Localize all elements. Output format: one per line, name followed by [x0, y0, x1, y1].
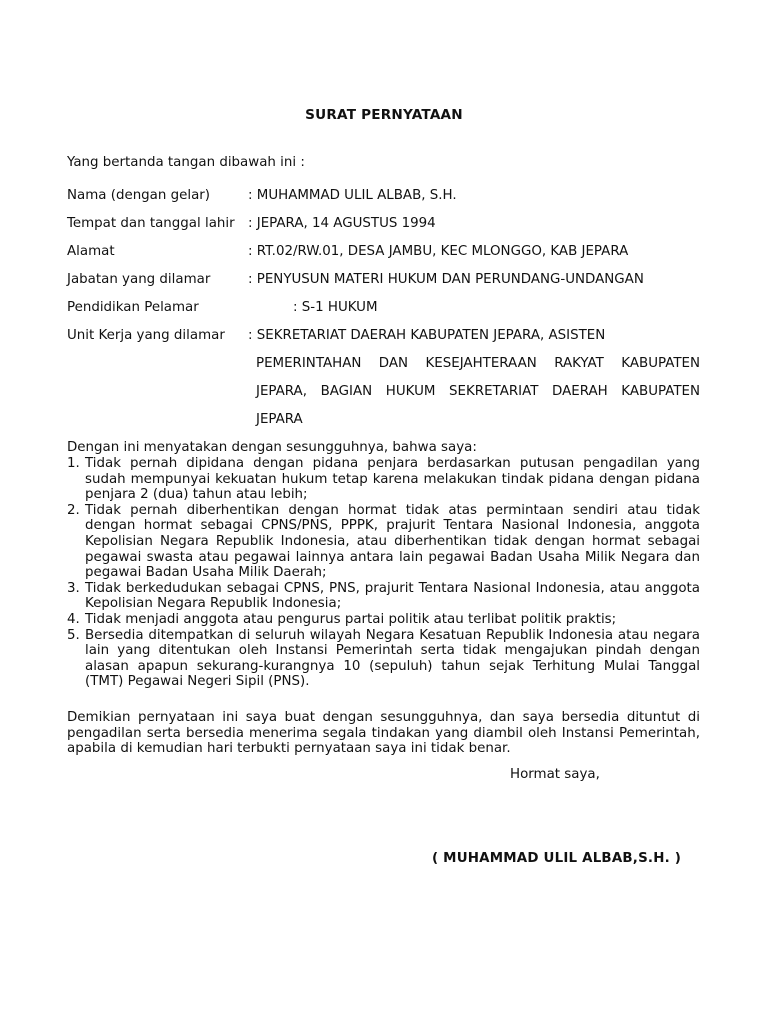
regards-text: Hormat saya, — [510, 767, 600, 782]
list-item — [67, 628, 700, 690]
field-value-pendidikan: : S-1 HUKUM — [293, 300, 378, 315]
closing-paragraph: Demikian pernyataan ini saya buat dengan sesungguhnya, dan saya bersedia dituntut di pengadilan serta bersedia menerima segala tindakan yang diambil oleh Instansi Pemerintah, apabila di kemudian hari terbukti pernyataan saya ini tidak benar. — [67, 710, 700, 757]
list-item-number: 1. — [67, 456, 80, 471]
intro-text: Yang bertanda tangan dibawah ini : — [67, 155, 305, 170]
field-value-nama: : MUHAMMAD ULIL ALBAB, S.H. — [248, 188, 457, 203]
field-value-unit: : SEKRETARIAT DAERAH KABUPATEN JEPARA, ASISTEN — [248, 328, 606, 343]
list-item-number: 2. — [67, 502, 80, 518]
field-value-ttl: : JEPARA, 14 AGUSTUS 1994 — [248, 216, 436, 231]
list-item-number: 4. — [67, 611, 80, 627]
field-value-alamat: : RT.02/RW.01, DESA JAMBU, KEC MLONGGO, KAB JEPARA — [248, 244, 629, 259]
list-item-text: Tidak pernah dipidana dengan pidana penjara berdasarkan putusan pengadilan yang sudah mempunyai kekuatan hukum tetap karena melakukan tindak pidana dengan pidana penjara 2 (dua) tahun atau lebih; — [85, 456, 700, 503]
field-label-jabatan: Jabatan yang dilamar — [67, 272, 211, 287]
list-item-text: Bersedia ditempatkan di seluruh wilayah Negara Kesatuan Republik Indonesia atau negara lain yang ditentukan oleh Instansi Pemerintah serta tidak mengajukan pindah dengan alasan apapun sekurang-kurangnya 10 (sepuluh) tahun sejak Terhitung Mulai Tanggal (TMT) Pegawai Negeri Sipil (PNS). — [85, 627, 700, 690]
list-item-text: Tidak menjadi anggota atau pengurus partai politik atau terlibat politik praktis; — [85, 611, 617, 627]
list-item-number: 3. — [67, 580, 80, 596]
list-item-number: 5. — [67, 627, 80, 643]
unit-continuation-line: JEPARA, BAGIAN HUKUM SEKRETARIAT DAERAH KABUPATEN — [256, 384, 700, 399]
list-item — [67, 503, 700, 581]
list-item — [67, 581, 700, 612]
field-label-pendidikan: Pendidikan Pelamar — [67, 300, 199, 315]
signer-name: ( MUHAMMAD ULIL ALBAB,S.H. ) — [432, 851, 682, 866]
field-label-ttl: Tempat dan tanggal lahir — [67, 216, 235, 231]
field-label-nama: Nama (dengan gelar) — [67, 188, 211, 203]
list-item — [67, 612, 700, 628]
list-item-text: Tidak pernah diberhentikan dengan hormat tidak atas permintaan sendiri atau tidak dengan hormat sebagai CPNS/PNS, PPPK, prajurit Tentara Nasional Indonesia, anggota Kepolisian Negara Republik Indonesia, atau diberhentikan tidak dengan hormat sebagai pegawai swasta atau pegawai lainnya antara lain pegawai Badan Usaha Milik Negara dan pegawai Badan Usaha Milik Daerah; — [85, 502, 700, 581]
field-label-alamat: Alamat — [67, 244, 115, 259]
declaration-intro: Dengan ini menyatakan dengan sesungguhnya, bahwa saya: — [67, 440, 477, 455]
list-item — [67, 456, 700, 503]
field-label-unit: Unit Kerja yang dilamar — [67, 328, 225, 343]
field-value-jabatan: : PENYUSUN MATERI HUKUM DAN PERUNDANG-UNDANGAN — [248, 272, 644, 287]
declaration-list — [67, 456, 700, 690]
unit-continuation-line: JEPARA — [256, 412, 303, 427]
unit-continuation-line: PEMERINTAHAN DAN KESEJAHTERAAN RAKYAT KABUPATEN — [256, 356, 700, 371]
list-item-text: Tidak berkedudukan sebagai CPNS, PNS, prajurit Tentara Nasional Indonesia, atau anggota Kepolisian Negara Republik Indonesia; — [85, 580, 700, 612]
document-title: SURAT PERNYATAAN — [305, 107, 463, 123]
